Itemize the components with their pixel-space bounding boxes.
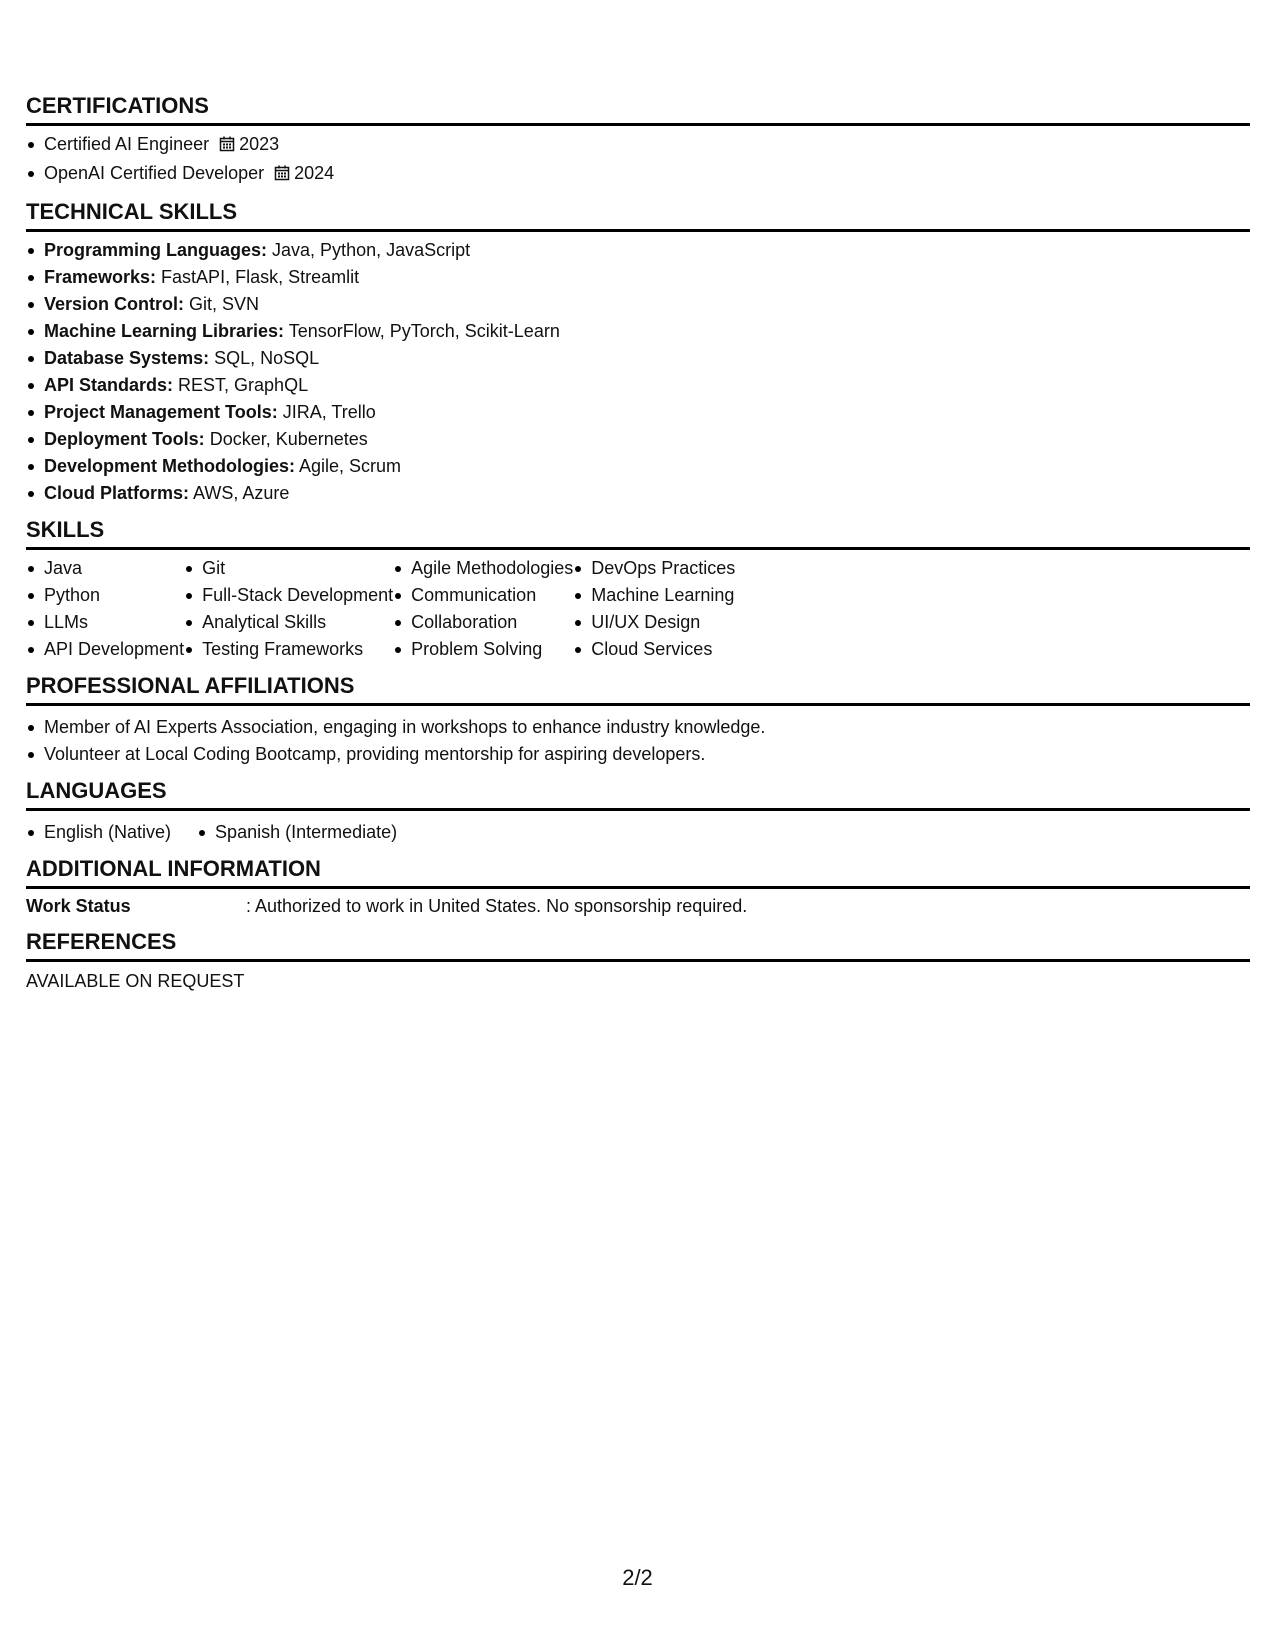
list-item: Machine Learning bbox=[573, 582, 735, 609]
affiliations-list bbox=[26, 706, 1250, 768]
list-item bbox=[26, 131, 1250, 160]
list-item: Python bbox=[26, 582, 184, 609]
technical-skills-section bbox=[26, 198, 1250, 507]
list-item: LLMs bbox=[26, 609, 184, 636]
skill-category-value: SQL, NoSQL bbox=[209, 348, 320, 368]
languages-row bbox=[26, 811, 1250, 846]
list-item: Cloud Services bbox=[573, 636, 735, 663]
technical-skills-list bbox=[26, 232, 1250, 507]
references-section bbox=[26, 928, 1250, 994]
list-item: Testing Frameworks bbox=[184, 636, 393, 663]
list-item bbox=[26, 453, 1250, 480]
certifications-list bbox=[26, 126, 1250, 189]
certification-name: Certified AI Engineer bbox=[44, 134, 210, 154]
section-title-languages: LANGUAGES bbox=[26, 777, 1250, 811]
page-number: 2/2 bbox=[622, 1565, 653, 1590]
skills-column bbox=[26, 555, 184, 663]
section-title-skills: SKILLS bbox=[26, 516, 1250, 550]
list-item: Agile Methodologies bbox=[393, 555, 573, 582]
skill-category-value: Git, SVN bbox=[184, 294, 260, 314]
section-title-certifications: CERTIFICATIONS bbox=[26, 92, 1250, 126]
skill-category-label: Programming Languages: bbox=[44, 240, 268, 260]
list-item: Full-Stack Development bbox=[184, 582, 393, 609]
skills-column bbox=[184, 555, 393, 663]
certification-year: 2024 bbox=[294, 163, 335, 183]
list-item bbox=[26, 160, 1250, 189]
calendar-icon bbox=[274, 162, 290, 189]
affiliations-section bbox=[26, 672, 1250, 768]
skills-section bbox=[26, 516, 1250, 663]
skill-category-value: JIRA, Trello bbox=[277, 402, 376, 422]
list-item bbox=[26, 399, 1250, 426]
references-text: AVAILABLE ON REQUEST bbox=[26, 971, 245, 991]
list-item: Analytical Skills bbox=[184, 609, 393, 636]
list-item: Collaboration bbox=[393, 609, 573, 636]
list-item: UI/UX Design bbox=[573, 609, 735, 636]
list-item bbox=[26, 291, 1250, 318]
list-item bbox=[26, 345, 1250, 372]
work-status-value: : Authorized to work in United States. No sponsorship required. bbox=[246, 896, 748, 916]
skill-category-value: Java, Python, JavaScript bbox=[267, 240, 471, 260]
skill-category-value: REST, GraphQL bbox=[173, 375, 309, 395]
skill-category-value: Agile, Scrum bbox=[295, 456, 402, 476]
list-item: Member of AI Experts Association, engaging in workshops to enhance industry knowledge. bbox=[26, 714, 1250, 741]
skills-column bbox=[393, 555, 573, 663]
skill-category-value: AWS, Azure bbox=[189, 483, 290, 503]
skill-category-value: Docker, Kubernetes bbox=[204, 429, 368, 449]
list-item: API Development bbox=[26, 636, 184, 663]
skill-category-label: Development Methodologies: bbox=[44, 456, 296, 476]
skills-column bbox=[573, 555, 735, 663]
list-item: Git bbox=[184, 555, 393, 582]
certification-name: OpenAI Certified Developer bbox=[44, 163, 265, 183]
list-item bbox=[26, 318, 1250, 345]
section-title-additional-info: ADDITIONAL INFORMATION bbox=[26, 855, 1250, 889]
list-item: English (Native) bbox=[26, 819, 171, 846]
skill-category-label: Deployment Tools: bbox=[44, 429, 205, 449]
list-item: Volunteer at Local Coding Bootcamp, providing mentorship for aspiring developers. bbox=[26, 741, 1250, 768]
skill-category-label: Frameworks: bbox=[44, 267, 157, 287]
skills-grid bbox=[26, 550, 1250, 663]
work-status-row bbox=[26, 889, 1250, 919]
skill-category-label: Machine Learning Libraries: bbox=[44, 321, 285, 341]
skill-category-label: Version Control: bbox=[44, 294, 185, 314]
languages-list bbox=[26, 819, 171, 846]
languages-section bbox=[26, 777, 1250, 846]
list-item bbox=[26, 237, 1250, 264]
list-item: Java bbox=[26, 555, 184, 582]
list-item: Spanish (Intermediate) bbox=[197, 819, 397, 846]
section-title-affiliations: PROFESSIONAL AFFILIATIONS bbox=[26, 672, 1250, 706]
list-item bbox=[26, 264, 1250, 291]
list-item bbox=[26, 426, 1250, 453]
certification-year: 2023 bbox=[239, 134, 280, 154]
skill-category-value: TensorFlow, PyTorch, Scikit-Learn bbox=[284, 321, 560, 341]
section-title-references: REFERENCES bbox=[26, 928, 1250, 962]
list-item: Communication bbox=[393, 582, 573, 609]
list-item bbox=[26, 480, 1250, 507]
list-item: Problem Solving bbox=[393, 636, 573, 663]
additional-info-section bbox=[26, 855, 1250, 919]
languages-list bbox=[197, 819, 397, 846]
skill-category-label: Cloud Platforms: bbox=[44, 483, 190, 503]
skill-category-value: FastAPI, Flask, Streamlit bbox=[156, 267, 360, 287]
skill-category-label: Database Systems: bbox=[44, 348, 210, 368]
calendar-icon bbox=[219, 133, 235, 160]
certifications-section bbox=[26, 92, 1250, 189]
list-item: DevOps Practices bbox=[573, 555, 735, 582]
list-item bbox=[26, 372, 1250, 399]
resume-page bbox=[26, 92, 1250, 994]
section-title-technical-skills: TECHNICAL SKILLS bbox=[26, 198, 1250, 232]
skill-category-label: API Standards: bbox=[44, 375, 174, 395]
work-status-label: Work Status bbox=[26, 896, 131, 916]
skill-category-label: Project Management Tools: bbox=[44, 402, 278, 422]
